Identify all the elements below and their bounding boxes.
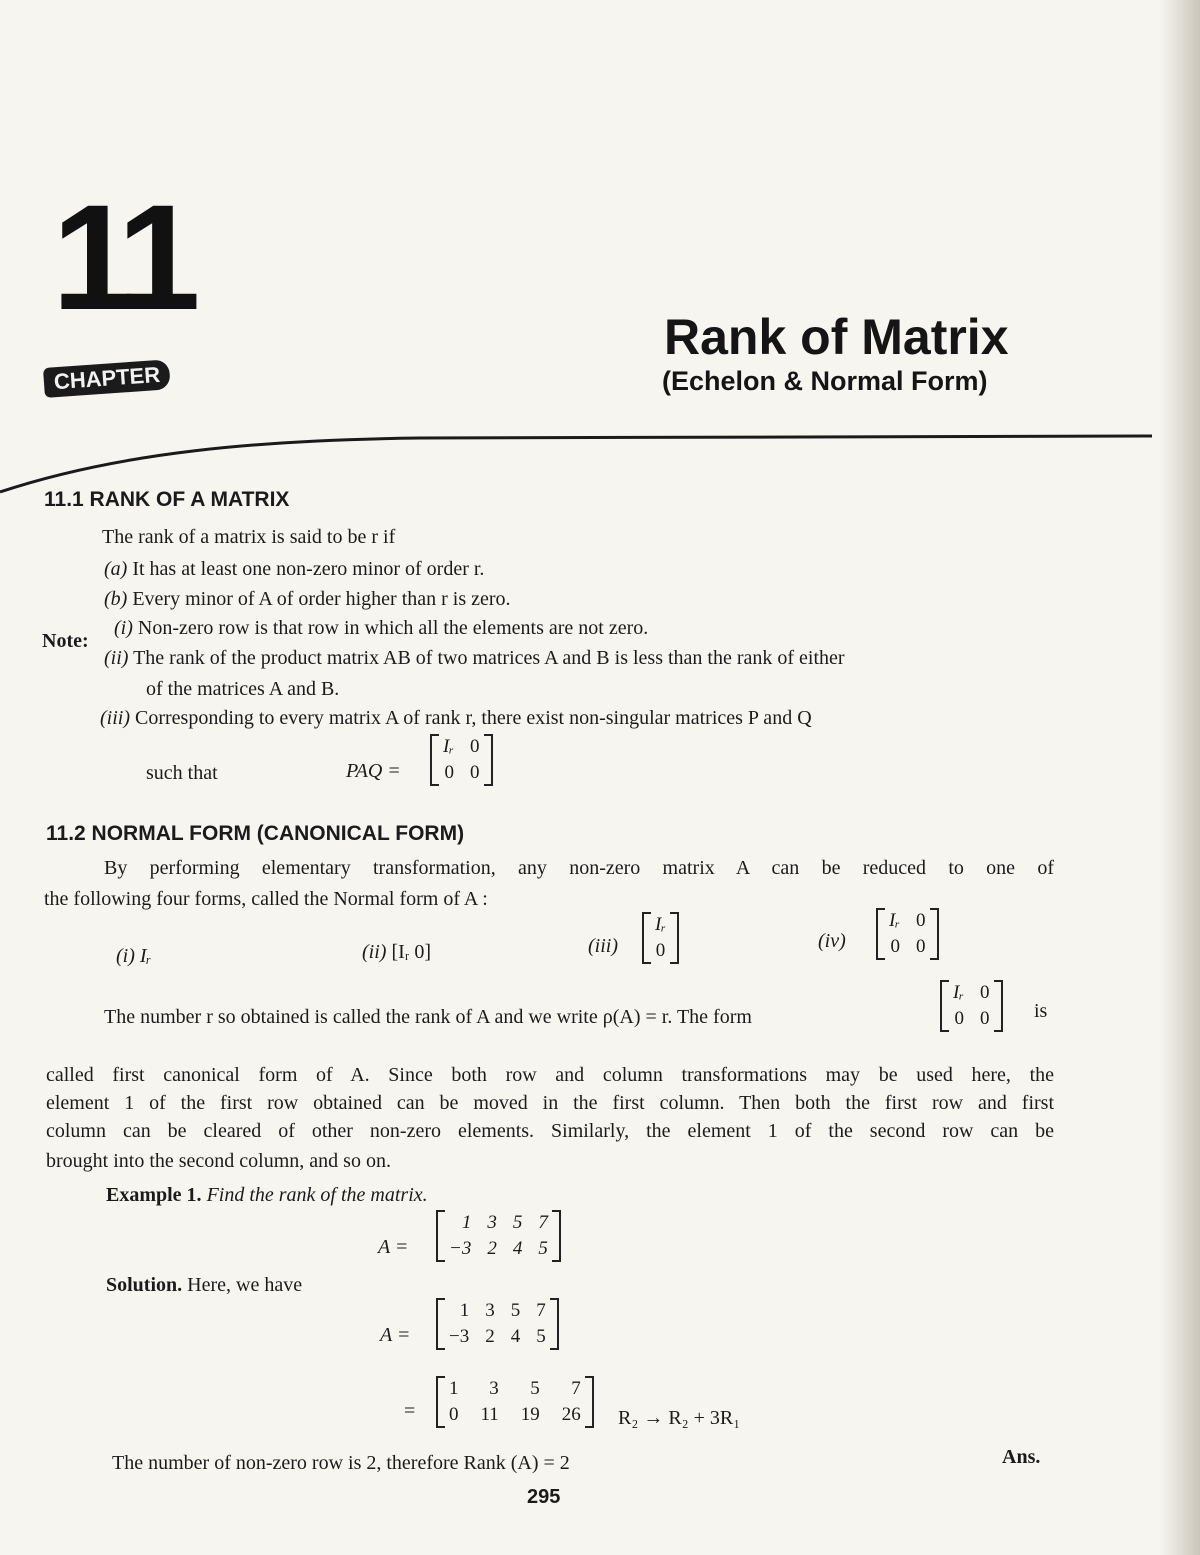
paq-matrix xyxy=(430,734,493,786)
matrix-cell: 2 xyxy=(487,1238,497,1259)
normal-form-iii-matrix xyxy=(642,912,679,964)
matrix-cell: 0 xyxy=(916,910,926,931)
item-label: (b) xyxy=(104,588,128,610)
section2-para2-line1: called first canonical form of A. Since both row and column transformations may be used here, the xyxy=(46,1064,1054,1086)
matrix-cell: 3 xyxy=(487,1212,497,1233)
solution-line xyxy=(106,1274,302,1297)
form-label: (ii) xyxy=(362,941,387,963)
matrix-cell: 5 xyxy=(538,1238,548,1259)
solution-label: Solution. xyxy=(106,1274,183,1296)
note-item-label: (ii) xyxy=(104,647,129,669)
note-i xyxy=(114,617,648,640)
solution-a-label: A = xyxy=(380,1324,411,1346)
matrix-cell: 7 xyxy=(538,1212,548,1233)
note-iii xyxy=(100,707,812,730)
section1-item-b xyxy=(104,588,511,611)
chapter-subtitle: (Echelon & Normal Form) xyxy=(662,366,988,396)
normal-form-ii xyxy=(362,941,431,964)
example-1 xyxy=(106,1184,428,1207)
matrix-cell: 7 xyxy=(571,1378,581,1399)
solution-matrix xyxy=(436,1298,559,1350)
item-label: (a) xyxy=(104,558,128,580)
section2-para2-line4: brought into the second column, and so on. xyxy=(46,1150,391,1172)
section2-para2-line3: column can be cleared of other non-zero elements. Similarly, the element 1 of the second row can be xyxy=(46,1120,1054,1142)
such-that-label: such that xyxy=(146,762,218,784)
section2-para1-line2: the following four forms, called the Normal form of A : xyxy=(44,888,488,910)
matrix-cell: 0 xyxy=(655,940,666,961)
matrix-cell: −3 xyxy=(449,1326,470,1347)
matrix-cell: 2 xyxy=(485,1326,495,1347)
note-item-text: The rank of the product matrix AB of two matrices A and B is less than the rank of either xyxy=(133,647,845,669)
matrix-cell: 1 xyxy=(449,1378,459,1399)
matrix-cell: 3 xyxy=(489,1378,499,1399)
normal-form-i xyxy=(116,945,151,968)
matrix-cell: 0 xyxy=(449,1404,459,1425)
page-edge-shadow xyxy=(1160,0,1200,1555)
chapter-badge: CHAPTER xyxy=(43,359,171,398)
chapter-number: 11 xyxy=(52,173,191,341)
first-canonical-form-matrix xyxy=(940,980,1003,1032)
form-label: (i) xyxy=(116,945,135,967)
example-matrix xyxy=(436,1210,561,1262)
row-operation: R₂ → R₂ + 3R₁ xyxy=(618,1407,741,1429)
section1-item-a xyxy=(104,558,484,581)
matrix-cell: 5 xyxy=(512,1212,523,1233)
note-item-label: (i) xyxy=(114,617,133,639)
matrix-cell: 5 xyxy=(510,1300,521,1321)
matrix-cell: 0 xyxy=(890,936,901,957)
normal-form-iii xyxy=(588,935,618,958)
header-rule xyxy=(0,432,1152,496)
example-label: Example 1. xyxy=(106,1184,202,1206)
form-label: (iv) xyxy=(818,930,846,952)
page-number: 295 xyxy=(527,1486,561,1508)
section-heading-normal-form: 11.2 NORMAL FORM (CANONICAL FORM) xyxy=(46,822,465,845)
section2-para1-line1: By performing elementary transformation, any non-zero matrix A can be reduced to one of xyxy=(104,857,1054,879)
matrix-cell: 0 xyxy=(444,762,455,783)
matrix-cell: 1 xyxy=(461,1212,472,1233)
matrix-cell: 0 xyxy=(980,982,990,1003)
note-item-text: Corresponding to every matrix A of rank r, there exist non-singular matrices P and Q xyxy=(135,707,812,729)
chapter-title: Rank of Matrix xyxy=(664,309,1009,365)
matrix-cell: 5 xyxy=(536,1326,546,1347)
matrix-cell: 3 xyxy=(485,1300,495,1321)
matrix-cell: 7 xyxy=(536,1300,546,1321)
solution-text: Here, we have xyxy=(187,1274,303,1296)
matrix-cell: Iᵣ xyxy=(655,914,667,935)
matrix-cell: 5 xyxy=(530,1378,540,1399)
matrix-cell: 26 xyxy=(561,1404,581,1425)
equals-sign: = xyxy=(404,1400,416,1422)
note-ii xyxy=(104,647,845,670)
example-a-label: A = xyxy=(378,1236,409,1258)
form-text: Iᵣ xyxy=(139,945,152,967)
note-item-label: (iii) xyxy=(100,707,130,729)
normal-form-iv xyxy=(818,930,846,953)
item-text: It has at least one non-zero minor of order r. xyxy=(132,558,485,580)
section-heading-rank: 11.1 RANK OF A MATRIX xyxy=(44,488,290,511)
matrix-cell: 0 xyxy=(980,1008,990,1029)
paq-equation-label: PAQ = xyxy=(346,760,401,782)
matrix-cell: 4 xyxy=(510,1326,521,1347)
is-word: is xyxy=(1034,1000,1048,1022)
matrix-cell: 0 xyxy=(916,936,926,957)
normal-form-iv-matrix xyxy=(876,908,939,960)
matrix-cell: 1 xyxy=(459,1300,470,1321)
item-text: Every minor of A of order higher than r is zero. xyxy=(132,588,511,610)
note-item-text: Non-zero row is that row in which all the elements are not zero. xyxy=(137,617,649,639)
reduced-matrix xyxy=(436,1376,594,1428)
note-ii-continued: of the matrices A and B. xyxy=(146,678,340,700)
matrix-cell: Iᵣ xyxy=(443,736,455,757)
matrix-cell: 0 xyxy=(470,736,480,757)
form-label: (iii) xyxy=(588,935,618,957)
section2-para2-line2: element 1 of the first row obtained can be moved in the first column. Then both the first row and first xyxy=(46,1092,1054,1114)
answer-label: Ans. xyxy=(1002,1446,1041,1468)
matrix-cell: −3 xyxy=(449,1238,472,1259)
matrix-cell: Iᵣ xyxy=(889,910,901,931)
matrix-cell: 0 xyxy=(470,762,480,783)
matrix-cell: 19 xyxy=(520,1404,540,1425)
form-text: [Iᵣ 0] xyxy=(391,941,432,963)
rank-definition-line: The number r so obtained is called the rank of A and we write ρ(A) = r. The form xyxy=(104,1006,752,1028)
note-label: Note: xyxy=(42,630,89,652)
example-text: Find the rank of the matrix. xyxy=(206,1184,428,1206)
conclusion-line: The number of non-zero row is 2, therefore Rank (A) = 2 xyxy=(112,1452,570,1474)
matrix-cell: 4 xyxy=(512,1238,523,1259)
matrix-cell: Iᵣ xyxy=(953,982,965,1003)
matrix-cell: 11 xyxy=(480,1404,499,1425)
section1-intro: The rank of a matrix is said to be r if xyxy=(102,526,396,548)
matrix-cell: 0 xyxy=(954,1008,965,1029)
